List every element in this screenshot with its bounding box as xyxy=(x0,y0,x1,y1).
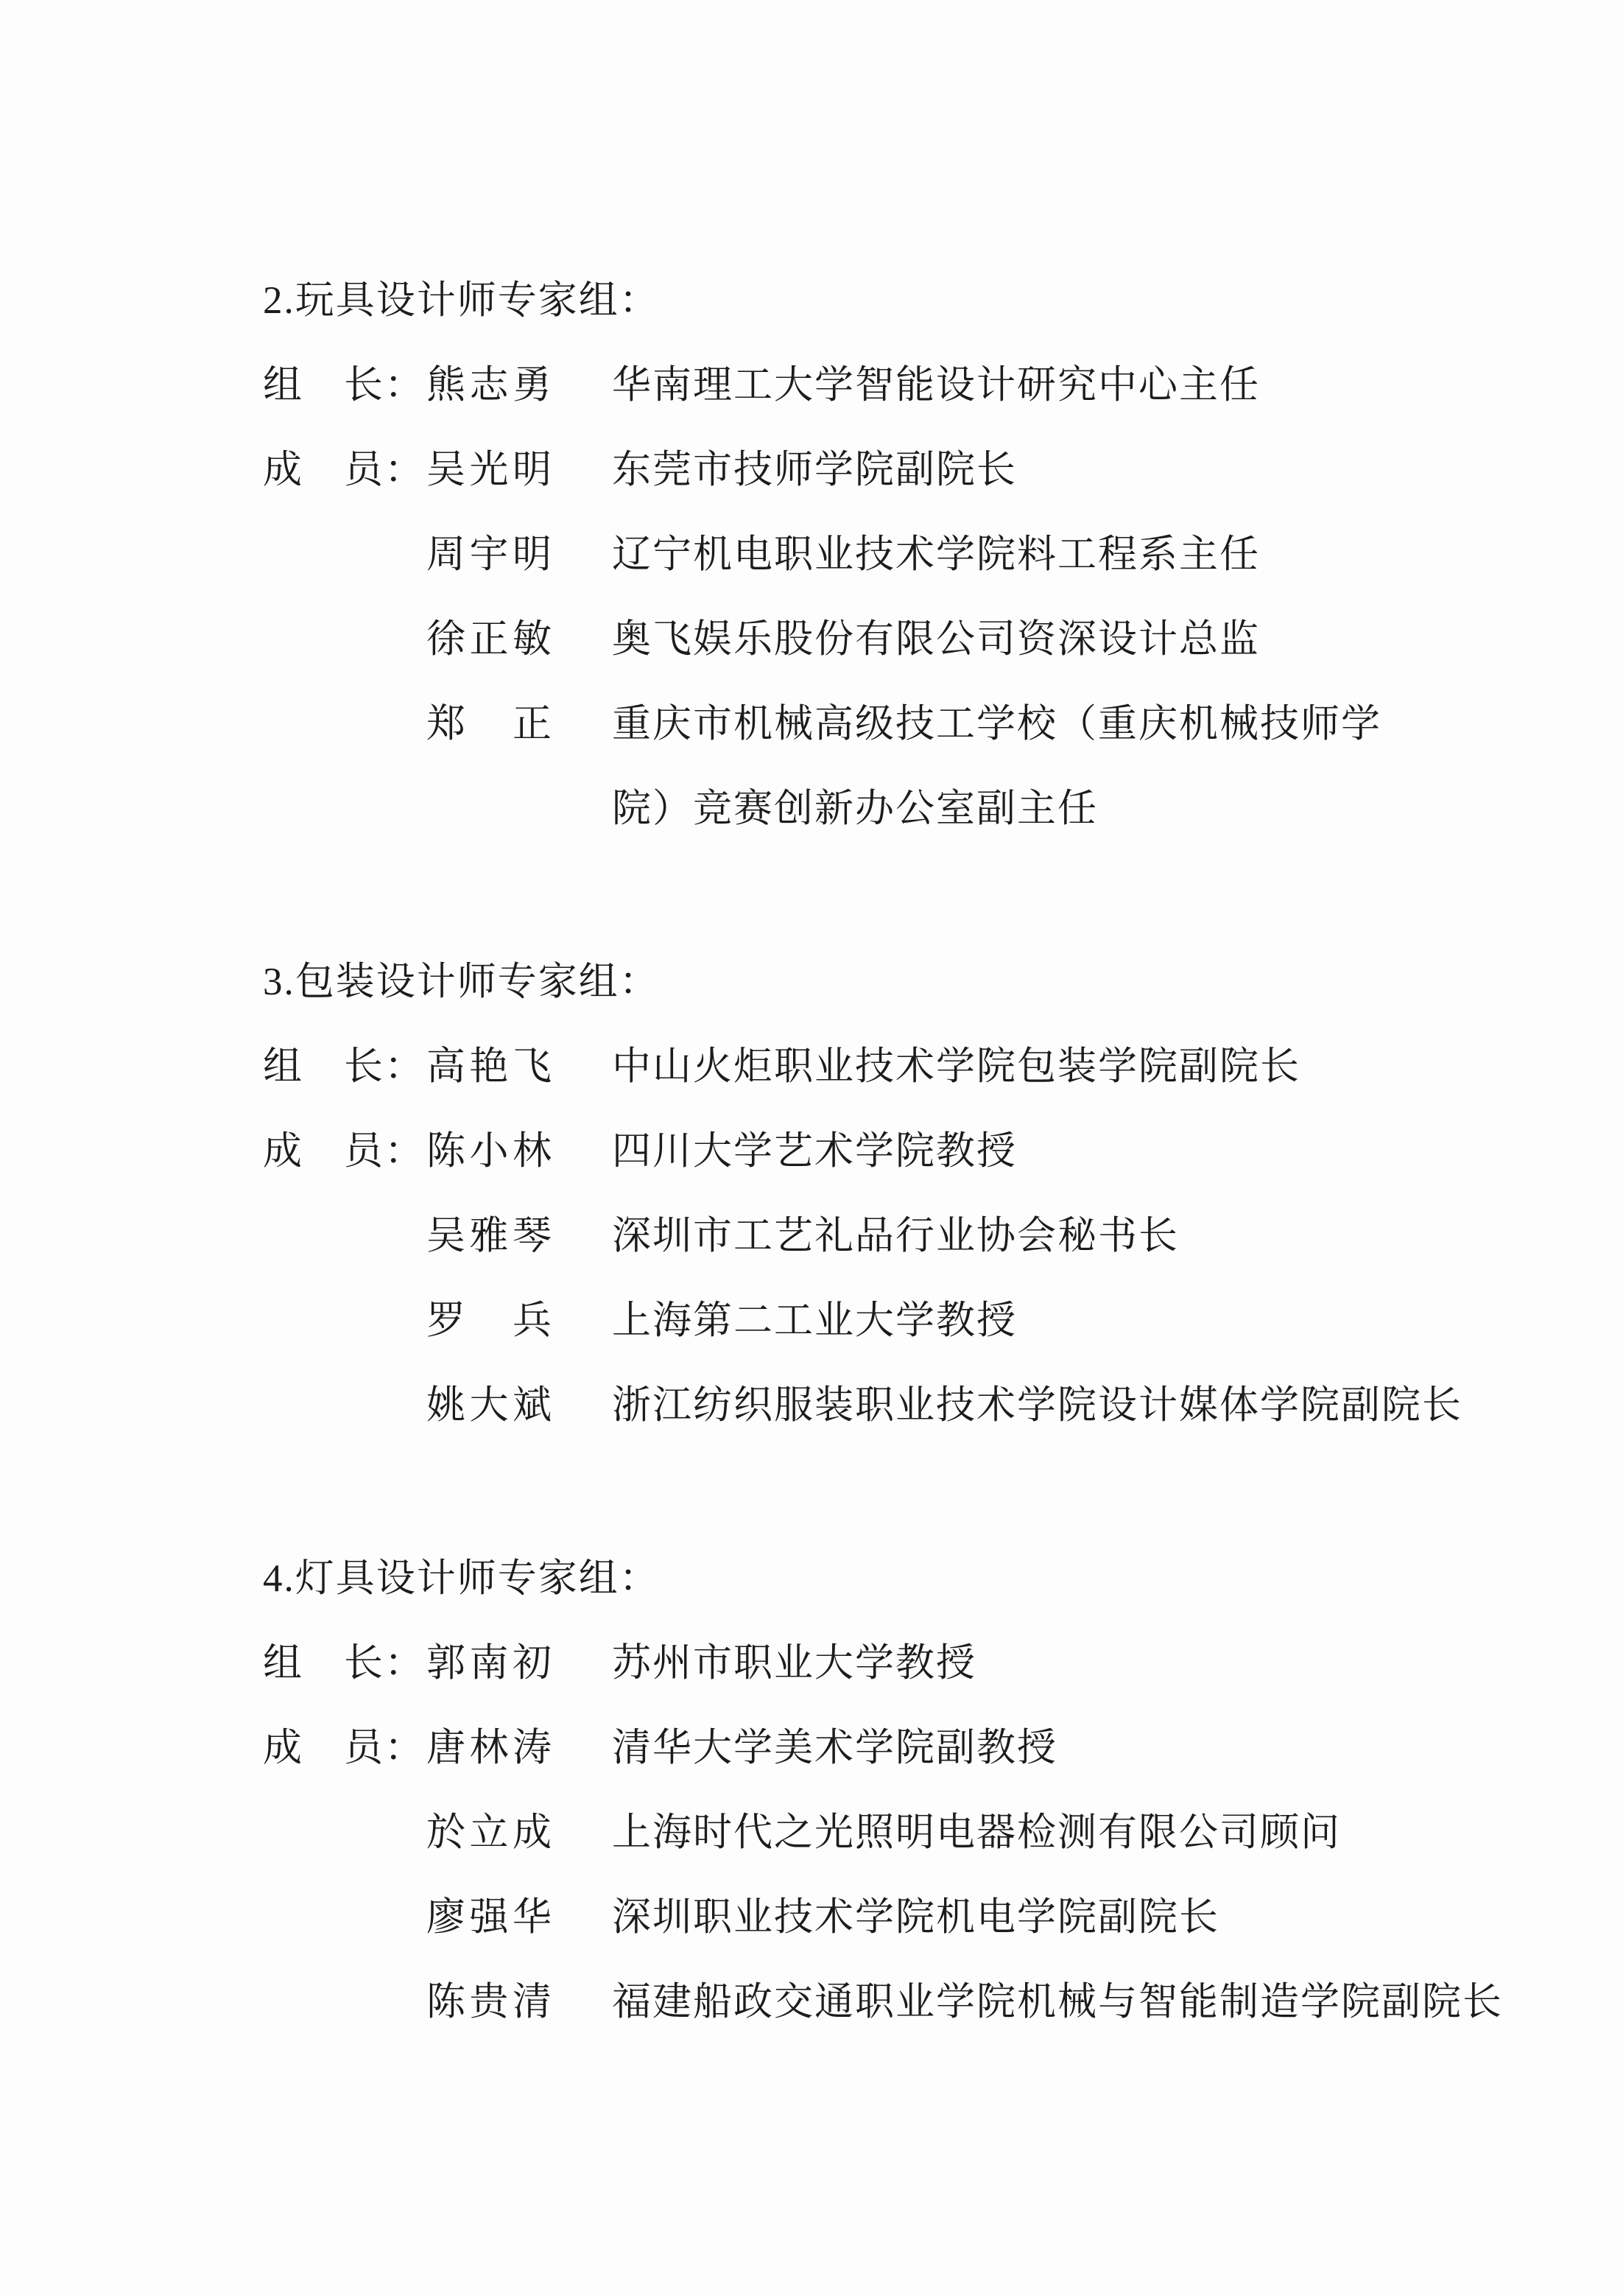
member-row xyxy=(263,1109,1549,1194)
role-label: 成 员： xyxy=(263,1130,425,1173)
affiliation-line: 院）竞赛创新办公室副主任 xyxy=(612,787,1098,830)
affiliation-line: 深圳市工艺礼品行业协会秘书长 xyxy=(612,1215,1179,1257)
section-title: 3.包装设计师专家组： xyxy=(263,961,660,1003)
member-row xyxy=(263,1960,1549,2045)
member-affiliation xyxy=(612,513,1549,597)
affiliation-line: 东莞市技师学院副院长 xyxy=(612,449,1017,491)
section-title: 4.灯具设计师专家组： xyxy=(263,1557,660,1600)
member-row xyxy=(263,1791,1549,1875)
member-affiliation xyxy=(612,1621,1549,1706)
member-name: 郭南初 xyxy=(426,1642,553,1685)
member-name: 廖强华 xyxy=(426,1896,553,1939)
member-name: 徐正敏 xyxy=(426,618,553,661)
member-affiliation xyxy=(612,428,1549,513)
member-affiliation xyxy=(612,1960,1549,2045)
member-name: 罗 兵 xyxy=(426,1299,553,1342)
member-row xyxy=(263,1279,1549,1363)
member-affiliation xyxy=(612,1025,1549,1109)
member-name: 周宇明 xyxy=(426,533,553,576)
member-affiliation xyxy=(612,682,1549,852)
member-name: 吴光明 xyxy=(426,449,553,491)
member-row xyxy=(263,1706,1549,1791)
affiliation-line: 苏州市职业大学教授 xyxy=(612,1642,976,1685)
member-row xyxy=(263,513,1549,597)
member-affiliation xyxy=(612,1109,1549,1194)
affiliation-line: 上海第二工业大学教授 xyxy=(612,1299,1017,1342)
affiliation-line: 华南理工大学智能设计研究中心主任 xyxy=(612,364,1260,407)
member-name: 姚大斌 xyxy=(426,1384,553,1427)
member-name: 郑 正 xyxy=(426,703,553,745)
member-affiliation xyxy=(612,1706,1549,1791)
member-name: 熊志勇 xyxy=(426,364,553,407)
member-affiliation xyxy=(612,1194,1549,1279)
role-label: 组 长： xyxy=(263,1642,425,1685)
member-row xyxy=(263,1025,1549,1109)
member-affiliation xyxy=(612,1279,1549,1363)
member-row xyxy=(263,1194,1549,1279)
member-affiliation xyxy=(612,1363,1549,1448)
affiliation-line: 中山火炬职业技术学院包装学院副院长 xyxy=(612,1045,1300,1088)
member-affiliation xyxy=(612,1875,1549,1960)
member-row xyxy=(263,597,1549,682)
affiliation-line: 清华大学美术学院副教授 xyxy=(612,1727,1057,1769)
affiliation-line: 深圳职业技术学院机电学院副院长 xyxy=(612,1896,1219,1939)
member-row xyxy=(263,428,1549,513)
member-name: 高艳飞 xyxy=(426,1045,553,1088)
member-row xyxy=(263,1363,1549,1448)
member-name: 於立成 xyxy=(426,1811,553,1854)
affiliation-line: 辽宁机电职业技术学院料工程系主任 xyxy=(612,533,1260,576)
member-affiliation xyxy=(612,1791,1549,1875)
section-toy-designers xyxy=(263,259,1549,852)
member-row xyxy=(263,343,1549,428)
member-affiliation xyxy=(612,597,1549,682)
role-label: 成 员： xyxy=(263,1727,425,1769)
affiliation-line: 上海时代之光照明电器检测有限公司顾问 xyxy=(612,1811,1341,1854)
affiliation-line: 浙江纺织服装职业技术学院设计媒体学院副院长 xyxy=(612,1384,1462,1427)
member-affiliation xyxy=(612,343,1549,428)
member-row xyxy=(263,682,1549,852)
role-label: 成 员： xyxy=(263,449,425,491)
member-name: 陈小林 xyxy=(426,1130,553,1173)
role-label: 组 长： xyxy=(263,364,425,407)
affiliation-line: 奥飞娱乐股份有限公司资深设计总监 xyxy=(612,618,1260,661)
member-name: 陈贵清 xyxy=(426,1981,553,2023)
member-row xyxy=(263,1875,1549,1960)
section-title: 2.玩具设计师专家组： xyxy=(263,279,660,322)
role-label: 组 长： xyxy=(263,1045,425,1088)
section-lamp-designers xyxy=(263,1537,1549,2045)
affiliation-line: 重庆市机械高级技工学校（重庆机械技师学 xyxy=(612,703,1381,745)
affiliation-line: 四川大学艺术学院教授 xyxy=(612,1130,1017,1173)
member-name: 唐林涛 xyxy=(426,1727,553,1769)
member-row xyxy=(263,1621,1549,1706)
section-packaging-designers xyxy=(263,940,1549,1448)
member-name: 吴雅琴 xyxy=(426,1215,553,1257)
affiliation-line: 福建船政交通职业学院机械与智能制造学院副院长 xyxy=(612,1981,1503,2023)
